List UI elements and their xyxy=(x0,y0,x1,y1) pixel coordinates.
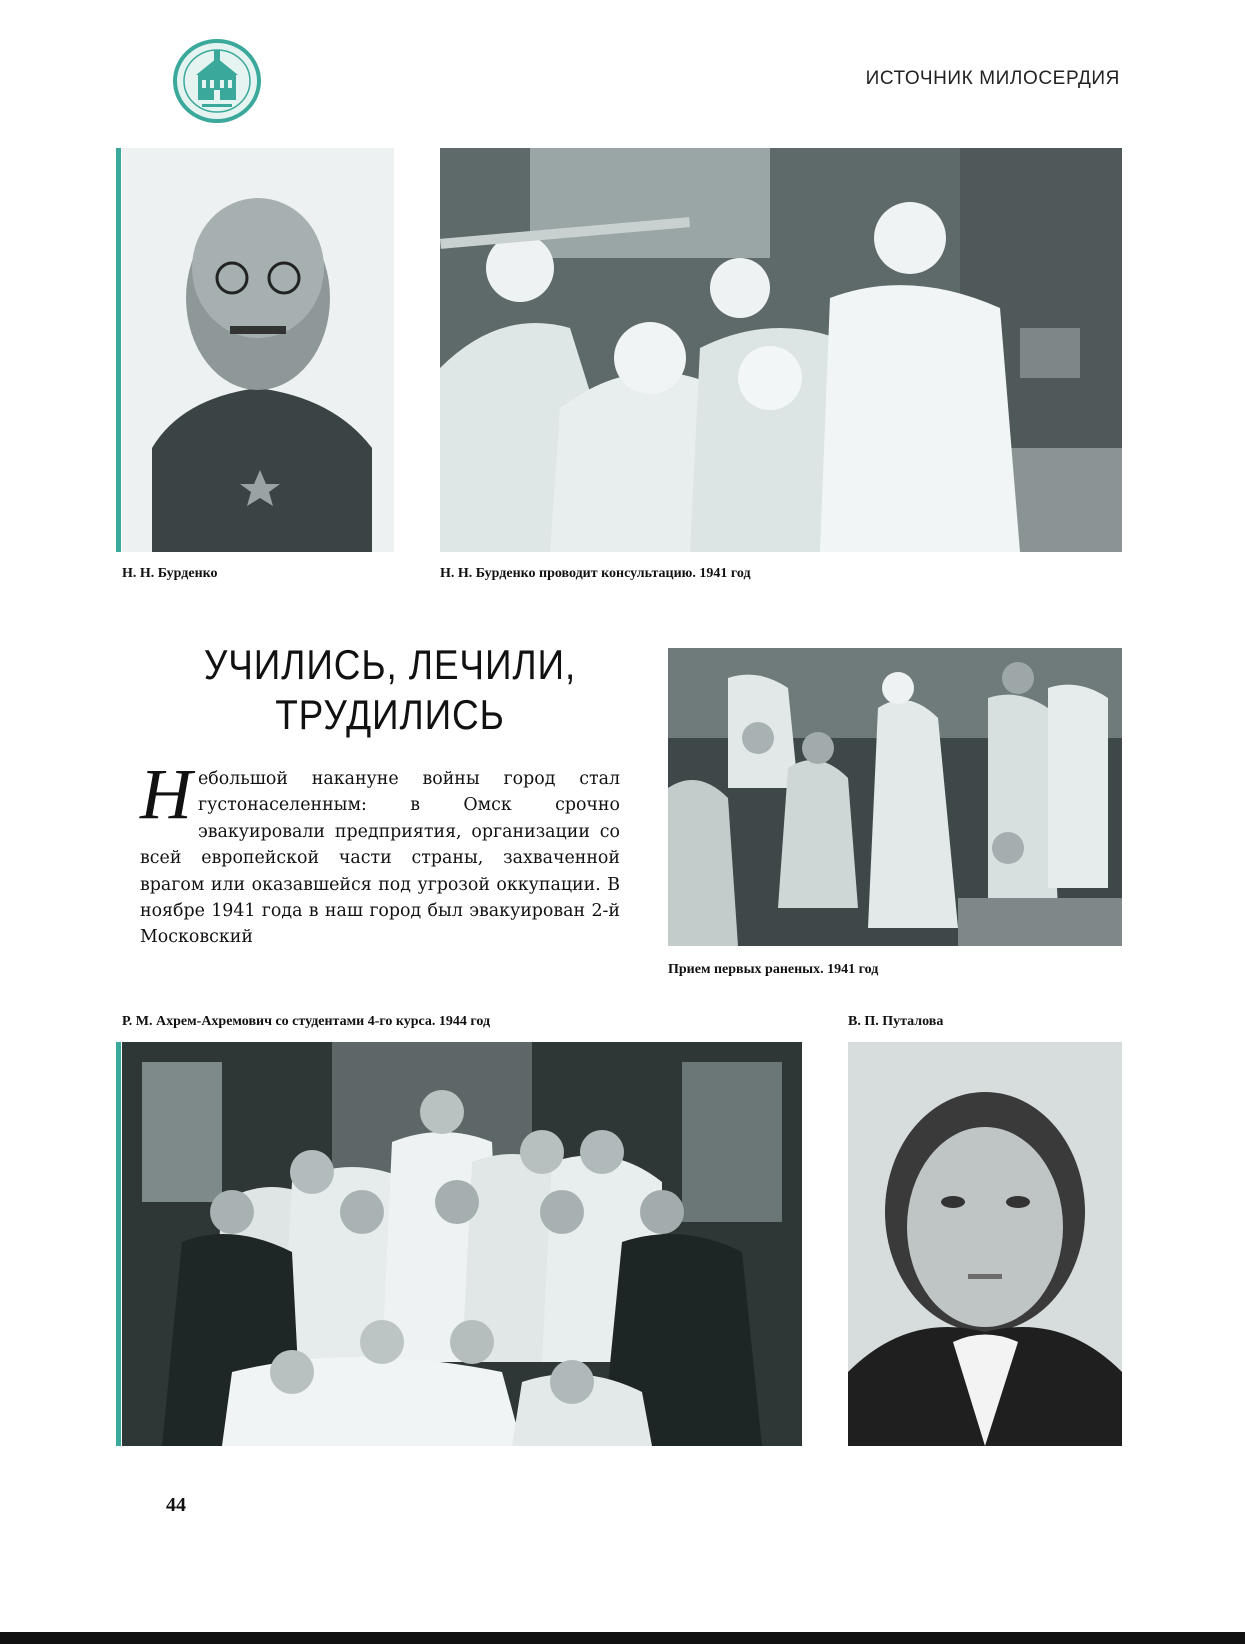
page-number: 44 xyxy=(166,1494,186,1516)
institute-logo xyxy=(172,38,262,124)
running-header-title: ИСТОЧНИК МИЛОСЕРДИЯ xyxy=(865,68,1120,89)
article-body xyxy=(140,754,620,951)
caption-students-group: Р. М. Ахрем-Ахремович со студентами 4-го курса. 1944 год xyxy=(122,1014,491,1029)
caption-burdenko-portrait: Н. Н. Бурденко xyxy=(122,566,218,581)
photo-burdenko-portrait xyxy=(122,148,394,552)
article-headline xyxy=(179,640,601,740)
headline-line-2: ТРУДИЛИСЬ xyxy=(275,691,505,738)
headline-line-1: УЧИЛИСЬ, ЛЕЧИЛИ, xyxy=(203,641,577,688)
article-body-text: ебольшой накануне войны город стал густонаселенным: в Омск срочно эвакуировали предприятия, организации со всей европейской части страны, захваченной врагом или оказавшейся под угрозой оккупации. В ноябре 1941 года в наш город был эвакуирован 2-й Московский xyxy=(140,769,620,948)
accent-bar-bottom xyxy=(116,1042,121,1446)
article-dropcap: Н xyxy=(140,754,192,834)
photo-students-group xyxy=(122,1042,802,1446)
caption-first-wounded: Прием первых раненых. 1941 год xyxy=(668,962,879,977)
accent-bar-top xyxy=(116,148,121,552)
photo-first-wounded xyxy=(668,648,1122,946)
photo-putalova-portrait xyxy=(848,1042,1122,1446)
caption-putalova-portrait: В. П. Путалова xyxy=(848,1014,944,1029)
caption-burdenko-consultation: Н. Н. Бурденко проводит консультацию. 1941 год xyxy=(440,566,751,581)
institute-building-emblem-icon xyxy=(172,38,262,124)
photo-burdenko-consultation xyxy=(440,148,1122,552)
scan-bottom-border xyxy=(0,1632,1245,1644)
